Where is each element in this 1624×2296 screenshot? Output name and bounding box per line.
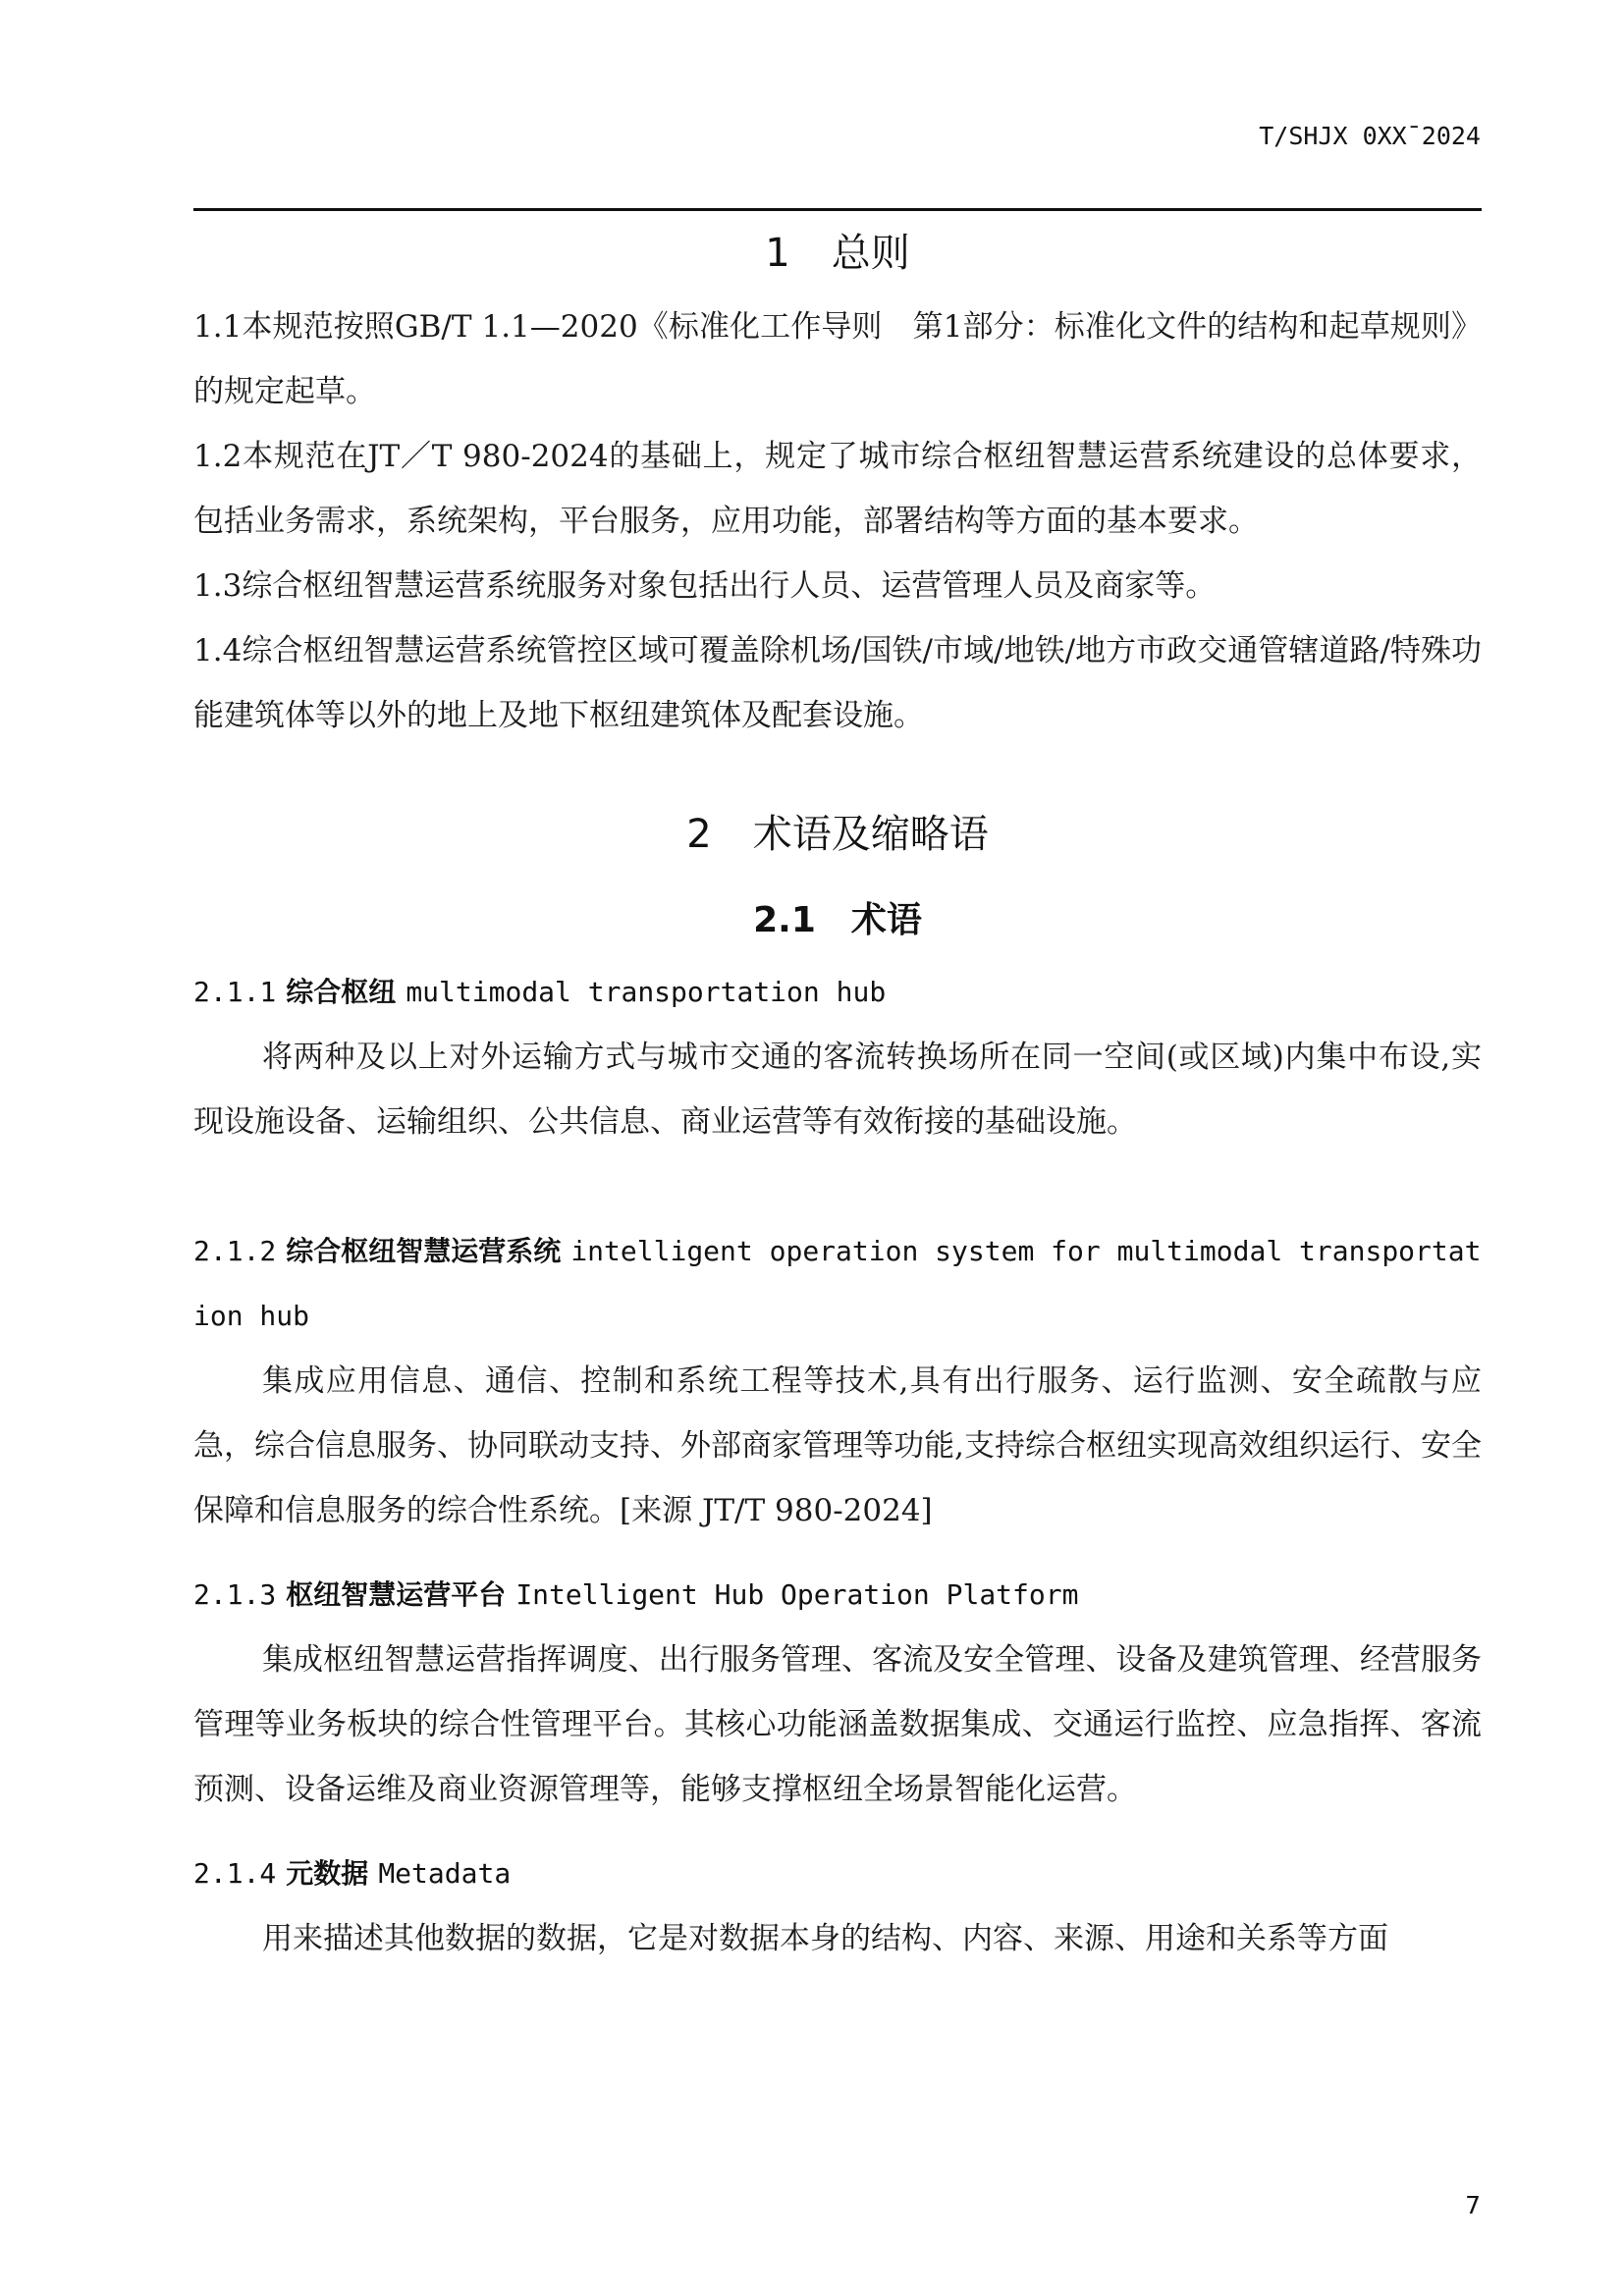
section-2-heading [193, 799, 1482, 870]
section-1-title: 总则 [831, 231, 910, 276]
term-english: Intelligent Hub Operation Platform [515, 1578, 1079, 1611]
clause-text: 综合枢纽智慧运营系统服务对象包括出行人员、运营管理人员及商家等。 [242, 568, 1217, 604]
term-2-1-2-definition: 集成应用信息、通信、控制和系统工程等技术,具有出行服务、运行监测、安全疏散与应急，综合信息服务、协同联动支持、外部商家管理等功能,支持综合枢纽实现高效组织运行、安全保障和信息服务的综合性系统。[来源 JT/T 980-2024] [193, 1363, 1482, 1528]
page-number: 7 [1465, 2191, 1481, 2219]
clause-id: 1.2 [193, 439, 243, 474]
subsection-2-1-number: 2.1 [753, 900, 816, 940]
page-content [193, 218, 1482, 1971]
clause-text: 综合枢纽智慧运营系统管控区域可覆盖除机场/国铁/市域/地铁/地方市政交通管辖道路/特殊功能建筑体等以外的地上及地下枢纽建筑体及配套设施。 [193, 633, 1482, 733]
clause-1-3 [193, 554, 1482, 618]
term-english: intelligent operation system for multimodal transportation hub [193, 1235, 1482, 1332]
term-english: Metadata [378, 1857, 512, 1890]
clause-text: 本规范按照GB/T 1.1—2020《标准化工作导则 第1部分：标准化文件的结构和起草规则》的规定起草。 [193, 309, 1482, 409]
term-2-1-4-heading [193, 1842, 1482, 1906]
section-2-title: 术语及缩略语 [752, 812, 989, 857]
subsection-2-1-title: 术语 [850, 900, 922, 940]
term-id: 2.1.1 [193, 976, 277, 1008]
term-2-1-1-heading [193, 960, 1482, 1025]
section-1-heading [193, 218, 1482, 289]
term-name: 元数据 [286, 1857, 369, 1890]
document-code: T/SHJX 0XX¯2024 [1259, 122, 1481, 150]
term-name: 枢纽智慧运营平台 [286, 1578, 507, 1611]
term-name: 综合枢纽智慧运营系统 [286, 1235, 562, 1267]
section-2-number: 2 [686, 812, 712, 857]
clause-id: 1.3 [193, 568, 243, 604]
section-1-number: 1 [765, 231, 790, 276]
clause-1-2 [193, 424, 1482, 554]
term-2-1-3-heading [193, 1563, 1482, 1628]
clause-id: 1.4 [193, 633, 243, 668]
clause-text: 本规范在JT／T 980-2024的基础上，规定了城市综合枢纽智慧运营系统建设的总体要求，包括业务需求，系统架构，平台服务，应用功能，部署结构等方面的基本要求。 [193, 439, 1482, 539]
term-name: 综合枢纽 [286, 976, 397, 1008]
clause-1-1 [193, 294, 1482, 424]
term-id: 2.1.3 [193, 1578, 277, 1611]
term-2-1-4-definition: 用来描述其他数据的数据，它是对数据本身的结构、内容、来源、用途和关系等方面 [262, 1921, 1388, 1956]
term-2-1-3-definition: 集成枢纽智慧运营指挥调度、出行服务管理、客流及安全管理、设备及建筑管理、经营服务管理等业务板块的综合性管理平台。其核心功能涵盖数据集成、交通运行监控、应急指挥、客流预测、设备运维及商业资源管理等，能够支撑枢纽全场景智能化运营。 [193, 1642, 1482, 1807]
clause-1-4 [193, 618, 1482, 748]
term-2-1-1-definition: 将两种及以上对外运输方式与城市交通的客流转换场所在同一空间(或区域)内集中布设,实现设施设备、运输组织、公共信息、商业运营等有效衔接的基础设施。 [193, 1040, 1482, 1140]
subsection-2-1-heading [193, 891, 1482, 950]
term-id: 2.1.4 [193, 1857, 277, 1890]
term-id: 2.1.2 [193, 1235, 277, 1267]
header-rule [193, 208, 1482, 211]
term-2-1-2-heading [193, 1219, 1482, 1349]
clause-id: 1.1 [193, 309, 243, 345]
term-english: multimodal transportation hub [406, 976, 887, 1008]
